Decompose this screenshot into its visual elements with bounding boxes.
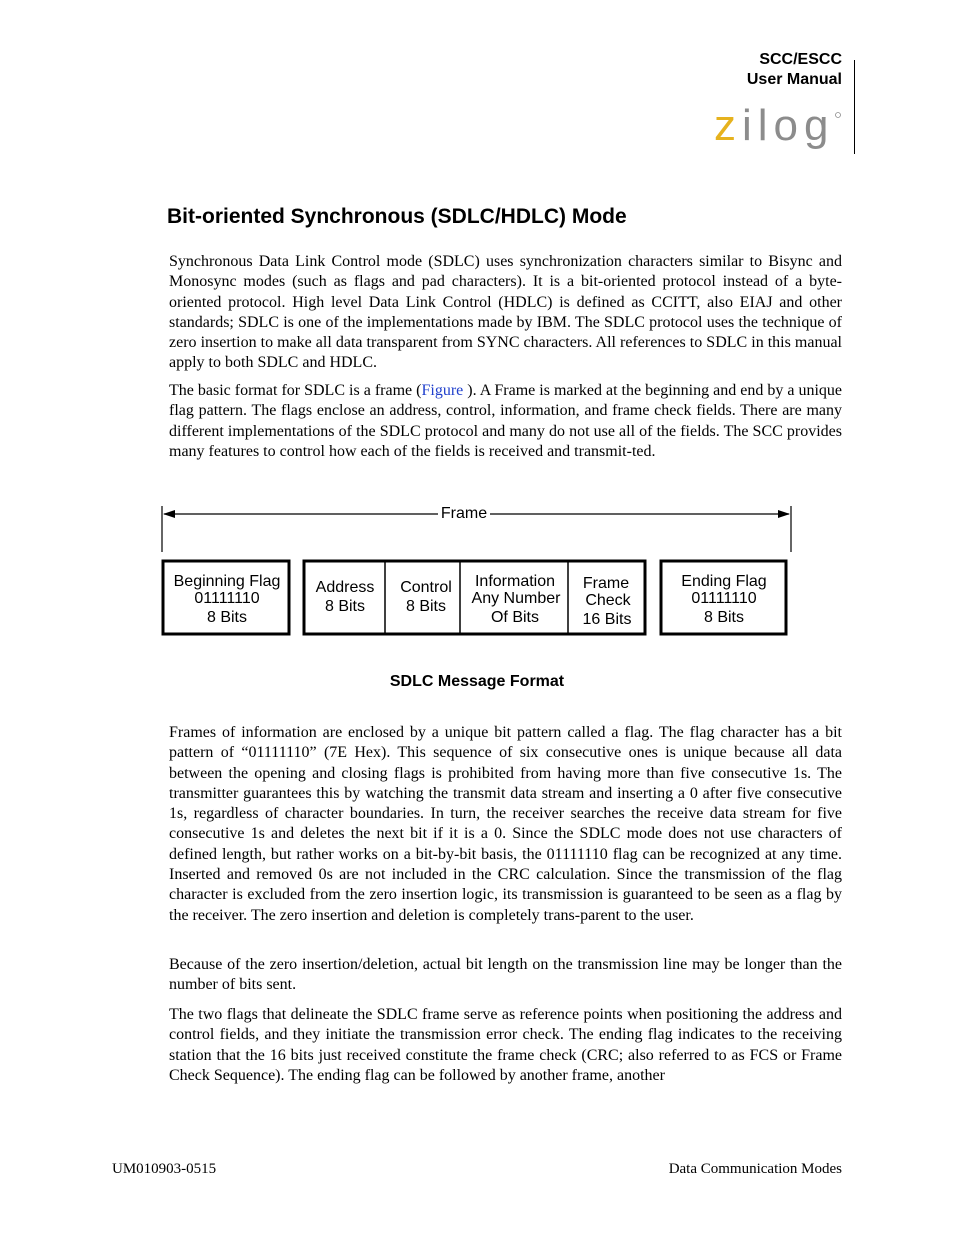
information-field-label: Information: [474, 573, 556, 590]
control-field-label: Control: [400, 579, 452, 596]
ending-flag-label: Ending Flag: [681, 573, 767, 590]
address-field-bits: 8 Bits: [324, 598, 366, 615]
frame-label: Frame: [440, 505, 488, 522]
paragraph-flags-reference: The two flags that delineate the SDLC frame serve as reference points when positioning the address and control fields, and they initiate the transmission error check. The ending flag indicates to the receiving station that the 16 bits just received constitute the frame check (CRC; also referred to as FCS or Frame Check Sequence). The ending flag can be followed by another frame, another: [169, 1006, 842, 1084]
control-field-bits: 8 Bits: [405, 598, 447, 615]
information-field-bits: Of Bits: [490, 609, 540, 626]
header-divider: [854, 60, 855, 154]
paragraph-text: ). A Frame is marked at the beginning and end by a unique flag pattern. The flags enclose an address, control, information, and frame check fields. There are many different implementations of the SDLC protocol and many do not use all of the fields. The SCC provides many features to control how each of the fields is received and transmit-ted.: [169, 382, 843, 460]
figure-link[interactable]: Figure: [421, 382, 464, 399]
ending-flag-pattern: 01111110: [691, 590, 757, 607]
ending-flag-bits: 8 Bits: [703, 609, 745, 626]
paragraph-intro: Synchronous Data Link Control mode (SDLC) uses synchronization characters similar to Bisync and Monosync modes (such as flags and pad characters). It is a bit-oriented protocol instead of a byte-oriented protocol. High level Data Link Control (HDLC) is defined as CCITT, also EIAJ and other standards; SDLC is one of the implementations made by IBM. The SDLC protocol uses the technique of zero insertion to make all data transparent from SYNC characters. All references to SDLC in this manual apply to both SDLC and HDLC.: [169, 253, 842, 372]
footer-chapter-title: Data Communication Modes: [668, 1161, 842, 1177]
zilog-logo: [714, 104, 844, 154]
beginning-flag-pattern: 01111110: [194, 590, 260, 607]
header-manual: User Manual: [746, 71, 842, 88]
header-product: SCC/ESCC: [759, 51, 842, 68]
frame-check-label-2: Check: [585, 592, 631, 609]
section-title: Bit-oriented Synchronous (SDLC/HDLC) Mode: [167, 205, 627, 228]
logo-letter-z: z: [714, 104, 742, 150]
figure-caption: SDLC Message Format: [389, 673, 565, 690]
svg-text:zilog: [714, 104, 835, 150]
beginning-flag-label: Beginning Flag: [173, 573, 281, 590]
paragraph-zero-insertion: Because of the zero insertion/deletion, actual bit length on the transmission line may be longer than the number of bits sent.: [169, 956, 842, 994]
beginning-flag-bits: 8 Bits: [206, 609, 248, 626]
logo-letters-ilog: ilog: [742, 104, 835, 150]
document-header: [747, 50, 842, 90]
footer-document-id: UM010903-0515: [112, 1161, 217, 1177]
arrow-left-icon: [163, 510, 175, 518]
address-field-label: Address: [315, 579, 375, 596]
frame-check-label: Frame: [582, 575, 630, 592]
information-field-size: Any Number: [471, 590, 561, 607]
arrow-right-icon: [778, 510, 790, 518]
paragraph-flag-description: Frames of information are enclosed by a unique bit pattern called a flag. The flag character has a bit pattern of “01111110” (7E Hex). This sequence of six consecutive ones is unique because all data between the opening and closing flags is prohibited from having more than five consecutive 1s. The transmitter guarantees this by watching the transmit data stream and inserting a 0 after five consecutive 1s, regardless of character boundaries. In turn, the receiver searches the receive data stream for five consecutive 1s and deletes the next bit if it is a 0. Since the SDLC mode does not use characters of defined length, but rather works on a bit-by-bit basis, the 01111110 flag can be recognized at any time. Inserted and removed 0s are not included in the CRC calculation. Since the transmission of the flag character is excluded from the zero insertion logic, its transmission is guaranteed to be seen as a flag by the receiver. The zero insertion and deletion is completely trans-parent to the user.: [169, 724, 842, 924]
registered-mark-icon: [836, 113, 841, 118]
sdlc-frame-diagram: [158, 500, 798, 640]
paragraph-frame-format: [169, 381, 842, 462]
frame-check-bits: 16 Bits: [582, 611, 632, 628]
paragraph-text: The basic format for SDLC is a frame (: [169, 382, 422, 399]
